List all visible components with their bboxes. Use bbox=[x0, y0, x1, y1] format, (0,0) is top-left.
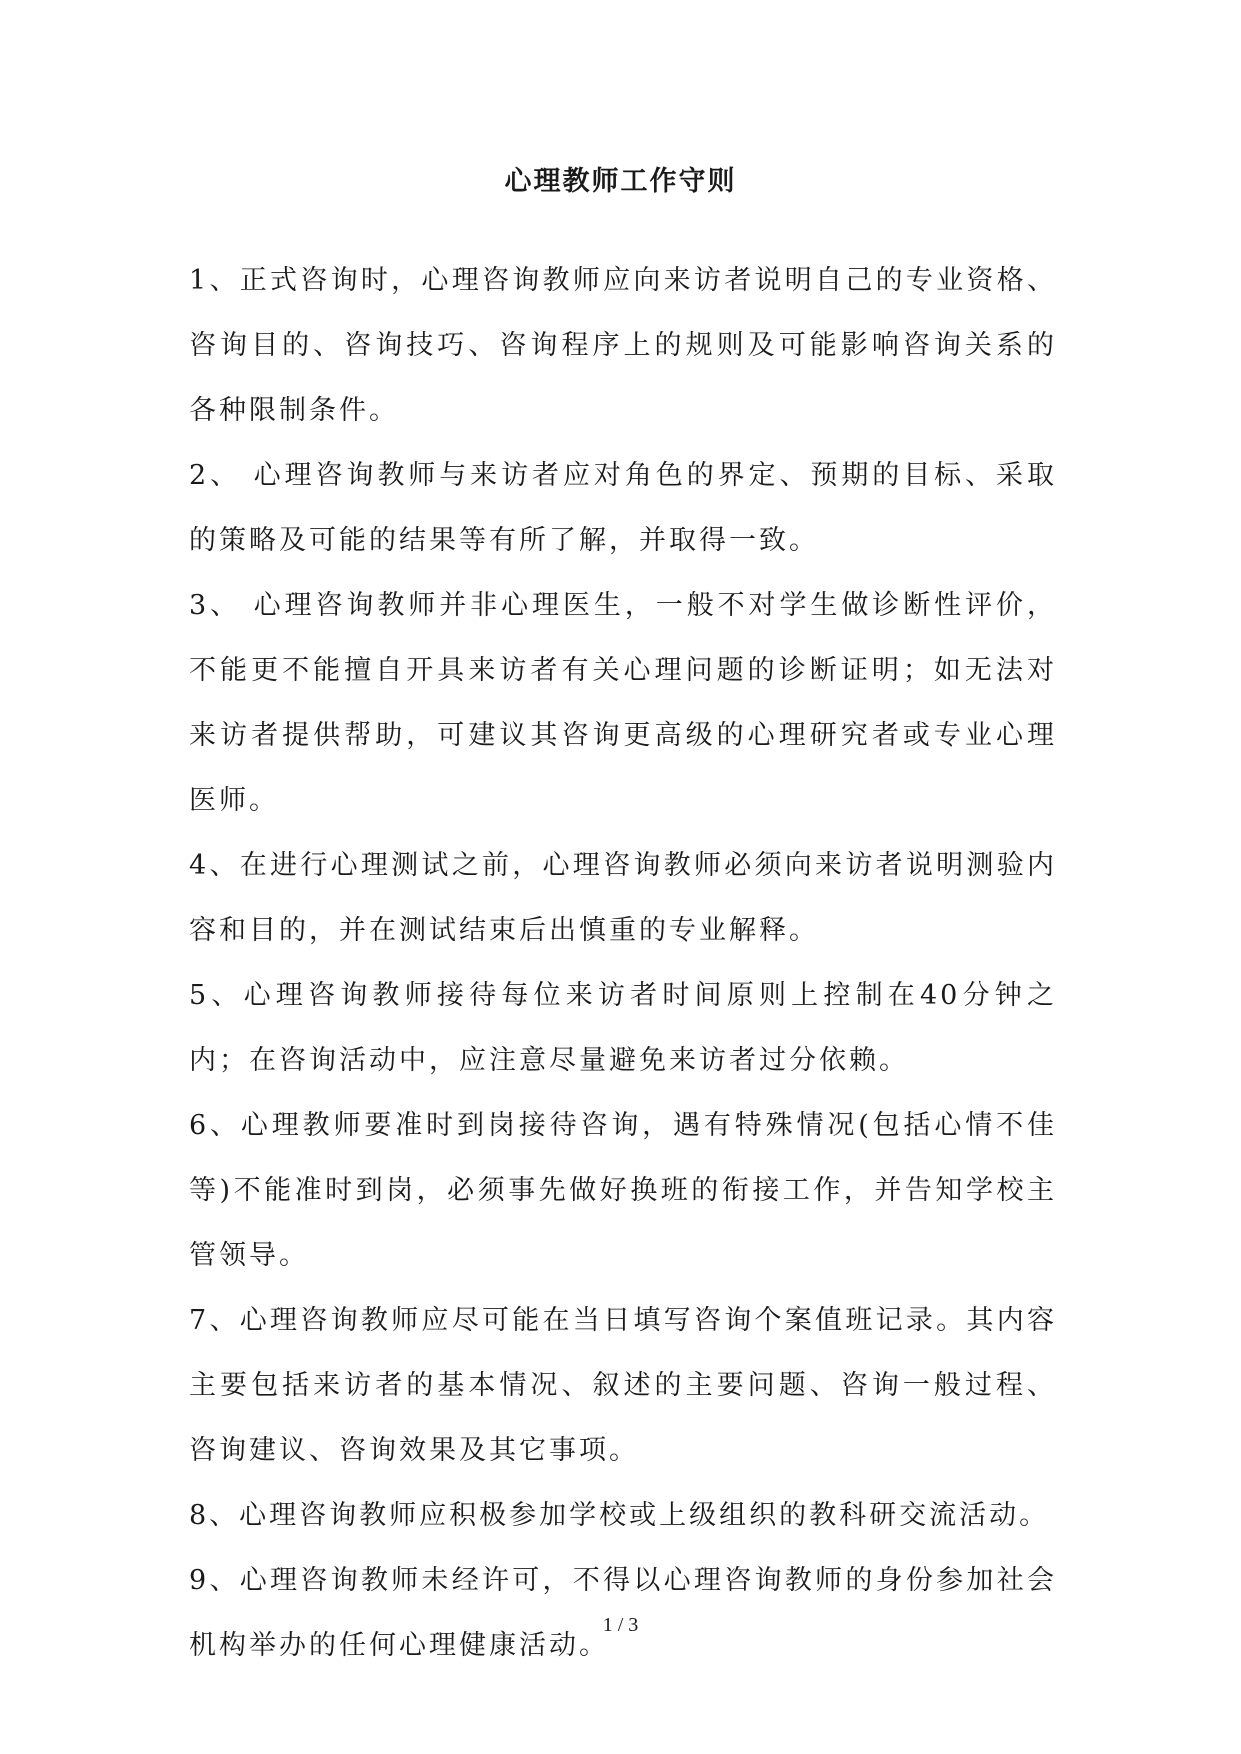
rules-list bbox=[189, 248, 1057, 1678]
rule-item-6: 6、心理教师要准时到岗接待咨询，遇有特殊情况(包括心情不佳等)不能准时到岗，必须事先做好换班的衔接工作，并告知学校主管领导。 bbox=[189, 1110, 1057, 1271]
rule-item-5: 5、心理咨询教师接待每位来访者时间原则上控制在40分钟之内；在咨询活动中，应注意尽量避免来访者过分依赖。 bbox=[189, 980, 1057, 1076]
rule-item-8: 8、心理咨询教师应积极参加学校或上级组织的教科研交流活动。 bbox=[189, 1500, 1050, 1531]
rule-item-7: 7、心理咨询教师应尽可能在当日填写咨询个案值班记录。其内容主要包括来访者的基本情况、叙述的主要问题、咨询一般过程、咨询建议、咨询效果及其它事项。 bbox=[189, 1305, 1057, 1466]
rule-item-9: 9、心理咨询教师未经许可，不得以心理咨询教师的身份参加社会机构举办的任何心理健康活动。 bbox=[189, 1565, 1057, 1661]
rule-item-1: 1、正式咨询时，心理咨询教师应向来访者说明自己的专业资格、咨询目的、咨询技巧、咨询程序上的规则及可能影响咨询关系的各种限制条件。 bbox=[189, 265, 1057, 426]
rule-item-4: 4、在进行心理测试之前，心理咨询教师必须向来访者说明测验内容和目的，并在测试结束后出慎重的专业解释。 bbox=[189, 850, 1057, 946]
document-title: 心理教师工作守则 bbox=[504, 166, 737, 197]
page-number: 1 / 3 bbox=[602, 1614, 639, 1636]
rule-item-3: 3、 心理咨询教师并非心理医生，一般不对学生做诊断性评价，不能更不能擅自开具来访者有关心理问题的诊断证明；如无法对来访者提供帮助，可建议其咨询更高级的心理研究者或专业心理医师。 bbox=[189, 590, 1057, 816]
rule-item-2: 2、 心理咨询教师与来访者应对角色的界定、预期的目标、采取的策略及可能的结果等有所了解，并取得一致。 bbox=[189, 460, 1057, 556]
